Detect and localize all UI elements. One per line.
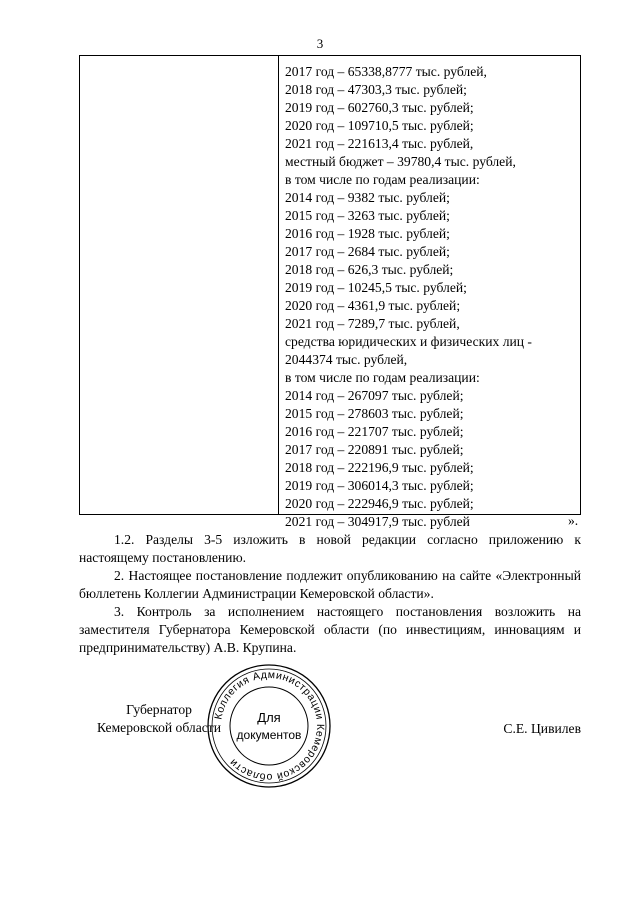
funding-line: 2019 год – 10245,5 тыс. рублей; bbox=[285, 280, 467, 295]
funding-line: 2021 год – 304917,9 тыс. рублей bbox=[285, 514, 470, 529]
funding-line: 2017 год – 2684 тыс. рублей; bbox=[285, 244, 450, 259]
signatory-name: С.Е. Цивилев bbox=[503, 721, 581, 736]
svg-text:документов: документов bbox=[236, 728, 302, 742]
paragraph-3: 3. Контроль за исполнением настоящего постановления возложить на заместителя Губернатора Кемеровской области (по инвестициям, инновациям и предпринимательству) А.В. Крупина. bbox=[79, 604, 581, 655]
official-stamp bbox=[204, 662, 334, 790]
funding-line: 2019 год – 602760,3 тыс. рублей; bbox=[285, 100, 474, 115]
stamp-seal-image bbox=[204, 662, 334, 790]
table-column-divider bbox=[278, 56, 279, 514]
funding-line: 2014 год – 267097 тыс. рублей; bbox=[285, 388, 464, 403]
svg-text:Для: Для bbox=[257, 710, 281, 725]
signatory-title-line-1: Губернатор bbox=[126, 702, 192, 717]
signatory-title-line-2: Кемеровской области bbox=[96, 720, 221, 735]
funding-line: средства юридических и физических лиц - bbox=[285, 334, 532, 349]
funding-line: 2017 год – 65338,8777 тыс. рублей, bbox=[285, 64, 487, 79]
funding-table bbox=[79, 55, 581, 529]
funding-line: 2014 год – 9382 тыс. рублей; bbox=[285, 190, 450, 205]
funding-line: 2021 год – 221613,4 тыс. рублей, bbox=[285, 136, 474, 151]
funding-line: в том числе по годам реализации: bbox=[285, 172, 480, 187]
funding-line: 2016 год – 1928 тыс. рублей; bbox=[285, 226, 450, 241]
funding-line: 2016 год – 221707 тыс. рублей; bbox=[285, 424, 464, 439]
funding-lines bbox=[285, 63, 579, 531]
funding-line: 2015 год – 3263 тыс. рублей; bbox=[285, 208, 450, 223]
funding-line: 2018 год – 626,3 тыс. рублей; bbox=[285, 262, 454, 277]
funding-line: 2018 год – 47303,3 тыс. рублей; bbox=[285, 82, 467, 97]
funding-line: 2021 год – 7289,7 тыс. рублей, bbox=[285, 316, 460, 331]
page-number: 3 bbox=[316, 36, 324, 51]
funding-line: 2020 год – 109710,5 тыс. рублей; bbox=[285, 118, 474, 133]
paragraph-2: 2. Настоящее постановление подлежит опубликованию на сайте «Электронный бюллетень Коллегии Администрации Кемеровской области». bbox=[79, 568, 581, 601]
svg-text:Коллегия Администрации Кемеров: Коллегия Администрации Кемеровской области bbox=[212, 668, 327, 784]
funding-line: 2020 год – 4361,9 тыс. рублей; bbox=[285, 298, 461, 313]
funding-line: 2020 год – 222946,9 тыс. рублей; bbox=[285, 496, 474, 511]
funding-line: 2015 год – 278603 тыс. рублей; bbox=[285, 406, 464, 421]
funding-line: 2017 год – 220891 тыс. рублей; bbox=[285, 442, 464, 457]
funding-line: в том числе по годам реализации: bbox=[285, 370, 480, 385]
paragraph-1-2: 1.2. Разделы 3-5 изложить в новой редакции согласно приложению к настоящему постановлению. bbox=[79, 532, 581, 565]
funding-line: 2018 год – 222196,9 тыс. рублей; bbox=[285, 460, 474, 475]
funding-line: 2044374 тыс. рублей, bbox=[285, 352, 408, 367]
funding-line: местный бюджет – 39780,4 тыс. рублей, bbox=[285, 154, 516, 169]
closing-quote: ». bbox=[568, 513, 579, 528]
funding-line: 2019 год – 306014,3 тыс. рублей; bbox=[285, 478, 474, 493]
